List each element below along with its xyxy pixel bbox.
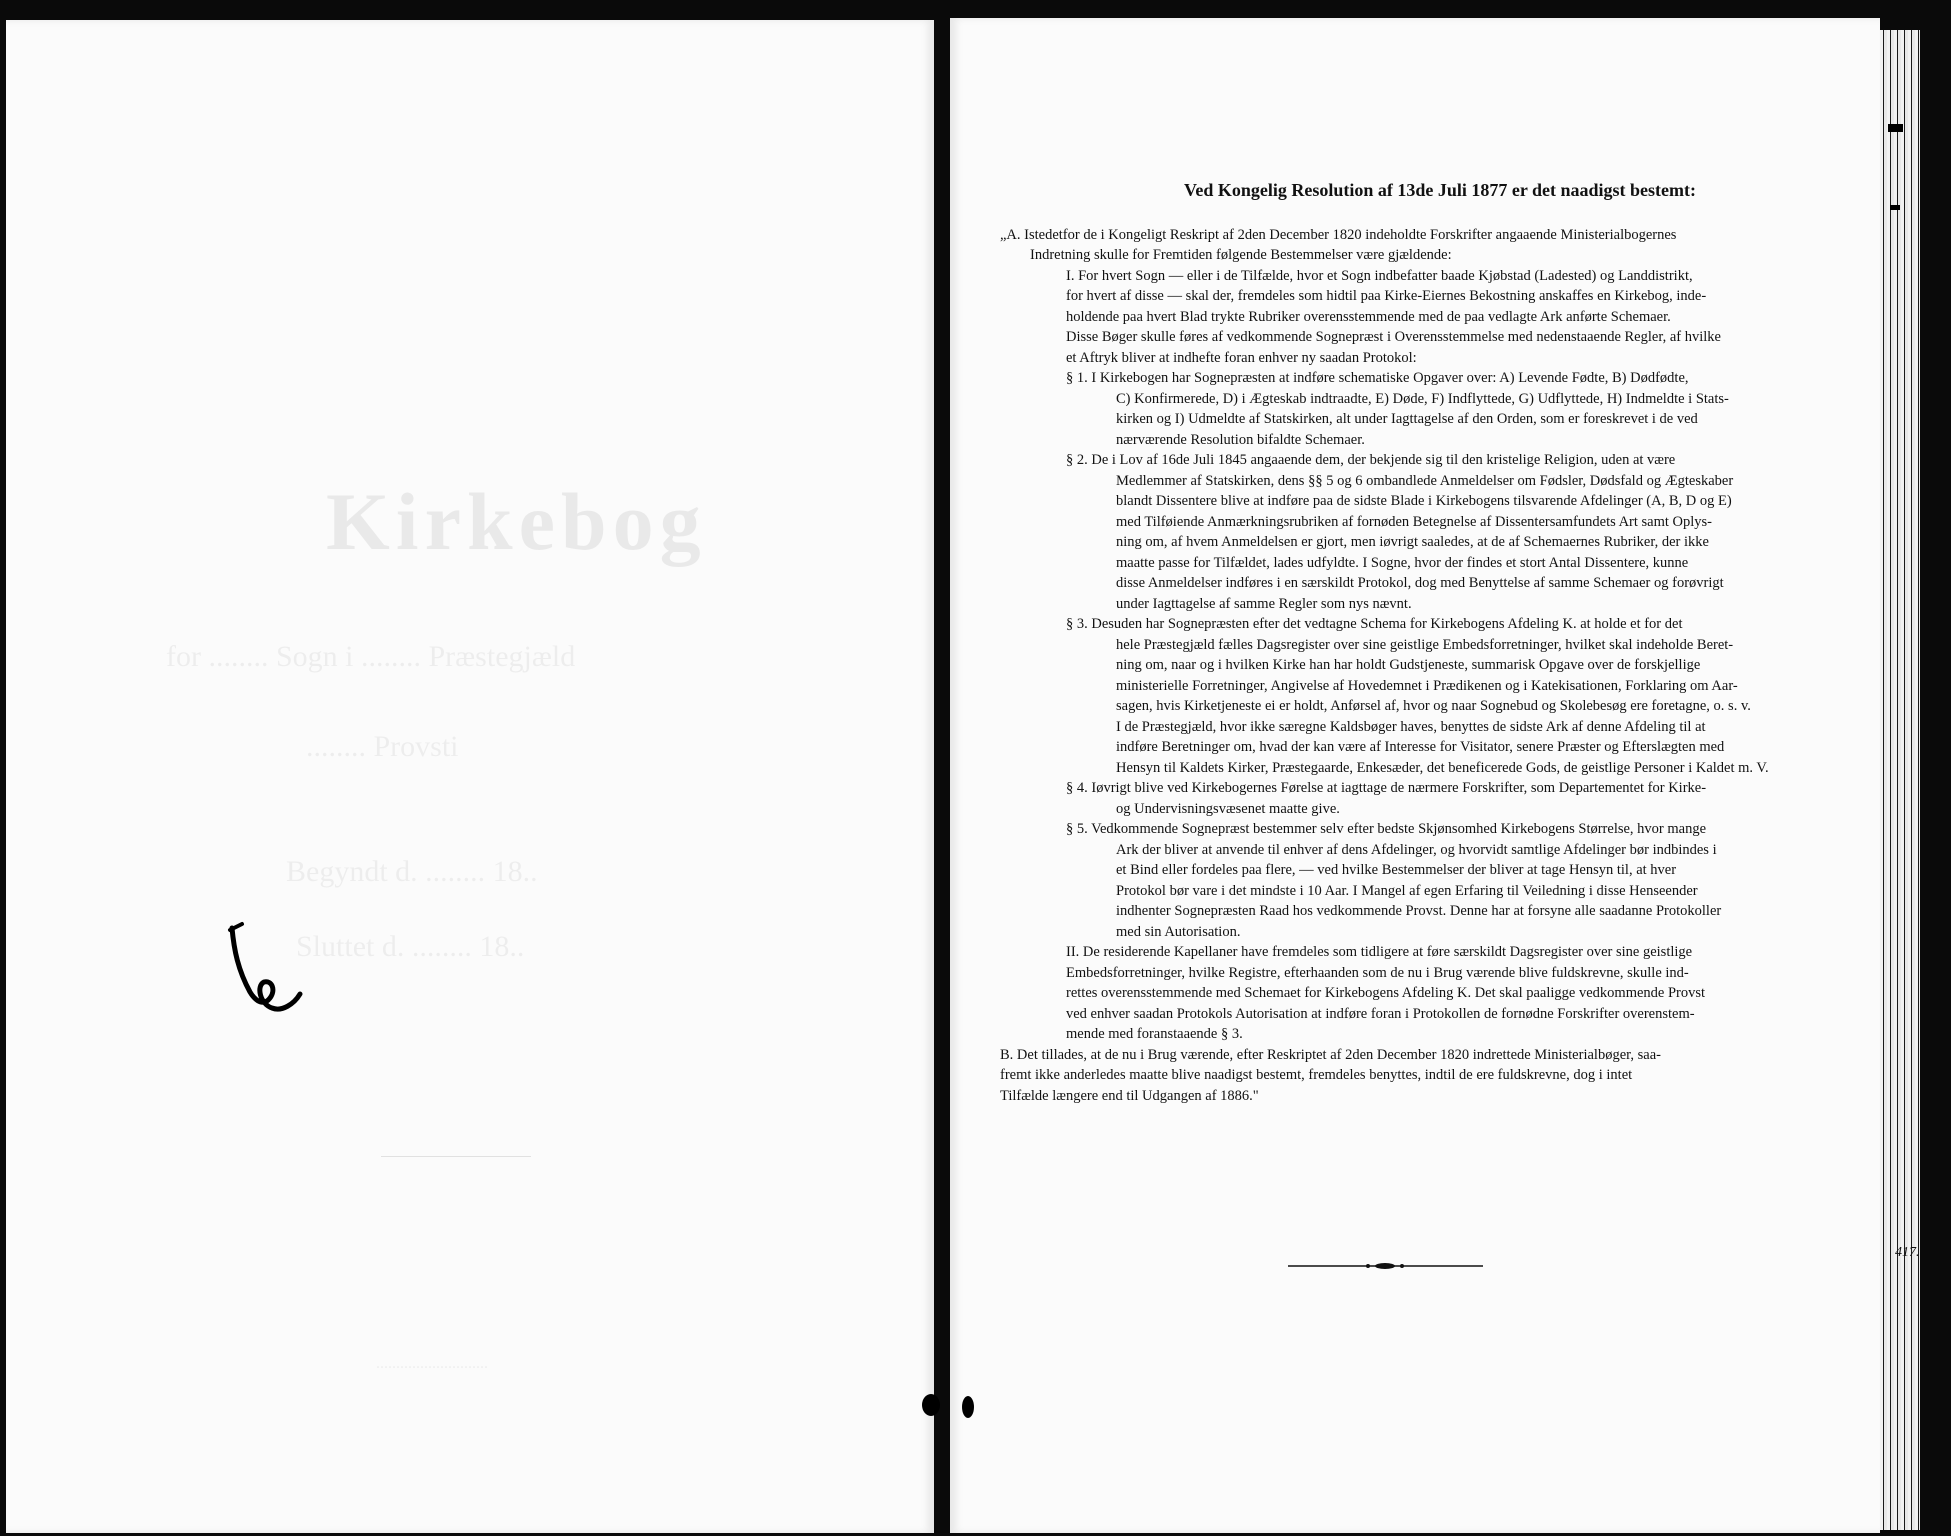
document-line: B. Det tillades, at de nu i Brug værende, efter Reskriptet af 2den December 1820 indrettede Ministerialbøger, saa- bbox=[1000, 1046, 1661, 1063]
document-line: § 4. Iøvrigt blive ved Kirkebogernes Førelse at iagttage de nærmere Forskrifter, som Departementet for Kirke- bbox=[1066, 780, 1707, 796]
document-line: § 1. I Kirkebogen har Sognepræsten at indføre schematiske Opgaver over: A) Levende Fødte, B) Dødfødte, bbox=[1066, 370, 1689, 386]
page-edge-mark bbox=[1890, 205, 1900, 210]
end-ornament bbox=[1288, 1262, 1483, 1270]
document-line: Tilfælde længere end til Udgangen af 1886." bbox=[1000, 1087, 1259, 1104]
document-body bbox=[1000, 180, 1880, 1106]
document-lines bbox=[1000, 225, 1880, 1107]
bleed-through-line: Sluttet d. ........ 18.. bbox=[296, 930, 525, 963]
bleed-through-line: for ........ Sogn i ........ Præstegjæld bbox=[166, 640, 576, 673]
document-line: ministerielle Forretninger, Angivelse af Hovedemnet i Prædikenen og i Katekisationen, Forklaring om Aar- bbox=[1116, 677, 1738, 694]
document-line: Ark der bliver at anvende til enhver af dens Afdelinger, og hvorvidt samtlige Afdelinger bør indbindes i bbox=[1116, 841, 1717, 858]
document-line: Medlemmer af Statskirken, dens §§ 5 og 6 ombandlede Anmeldelser om Fødsler, Dødsfald og Ægteskaber bbox=[1116, 472, 1734, 489]
document-line: Disse Bøger skulle føres af vedkommende Sognepræst i Overensstemmelse med nedenstaaende Regler, af hvilke bbox=[1066, 329, 1721, 345]
document-line: holdende paa hvert Blad trykte Rubriker overensstemmende med de paa vedlagte Ark anførte Schemaer. bbox=[1066, 308, 1671, 325]
document-line: under Iagttagelse af samme Regler som nys nævnt. bbox=[1116, 595, 1412, 612]
document-line: rettes overensstemmende med Schemaet for Kirkebogens Afdeling K. Det skal paaligge vedkommende Provst bbox=[1066, 985, 1706, 1001]
margin-note: 417. bbox=[1895, 1245, 1920, 1260]
document-line: § 5. Vedkommende Sognepræst bestemmer selv efter bedste Skjønsomhed Kirkebogens Størrelse, hvor mange bbox=[1066, 821, 1707, 837]
bleed-through-line: ........ Provsti bbox=[306, 730, 459, 763]
document-line: disse Anmeldelser indføres i en særskildt Protokol, dog med Benyttelse af samme Schemaer og forøvrigt bbox=[1116, 575, 1724, 591]
page-edges bbox=[1880, 30, 1920, 1530]
handwritten-mark bbox=[220, 920, 310, 1020]
binding-hole bbox=[962, 1396, 974, 1418]
document-line: II. De residerende Kapellaner have fremdeles som tidligere at føre særskildt Dagsregister over sine geistlige bbox=[1066, 944, 1693, 960]
bleed-through-title: Kirkebog bbox=[326, 476, 707, 567]
document-line: og Undervisningsvæsenet maatte give. bbox=[1116, 800, 1340, 817]
document-title: Ved Kongelig Resolution af 13de Juli 1877 er det naadigst bestemt: bbox=[1183, 180, 1696, 200]
document-line: Embedsforretninger, hvilke Registre, efterhaanden som de nu i Brug værende blive fuldskrevne, skulle ind- bbox=[1066, 964, 1689, 981]
document-line: et Bind eller fordeles paa flere, — ved hvilke Bestemmelser der bliver at tage Hensyn til, at hver bbox=[1116, 862, 1677, 878]
page-edge-mark bbox=[1888, 124, 1903, 132]
document-line: ning om, naar og i hvilken Kirke han har holdt Gudstjeneste, summarisk Opgave over de forskjellige bbox=[1116, 657, 1701, 673]
document-line: I de Præstegjæld, hvor ikke særegne Kaldsbøger haves, benyttes de sidste Ark af denne Afdeling til at bbox=[1116, 718, 1706, 735]
document-line: nærværende Resolution bifaldte Schemaer. bbox=[1116, 431, 1365, 448]
document-line: indhenter Sognepræsten Raad hos vedkommende Provst. Denne har at forsyne alle saadanne Protokoller bbox=[1116, 903, 1722, 919]
document-line: Indretning skulle for Fremtiden følgende Bestemmelser være gjældende: bbox=[1030, 247, 1452, 263]
binding-hole bbox=[922, 1394, 940, 1416]
bleed-through-footer: ............................ bbox=[376, 1355, 488, 1372]
document-line: kirken og I) Udmeldte af Statskirken, alt under Iagttagelse af den Orden, som er foreskrevet i de ved bbox=[1116, 411, 1698, 427]
document-line: C) Konfirmerede, D) i Ægteskab indtraadte, E) Døde, F) Indflyttede, G) Udflyttede, H) Indmeldte i Stats- bbox=[1116, 390, 1729, 407]
document-line: § 3. Desuden har Sognepræsten efter det vedtagne Schema for Kirkebogens Afdeling K. at holde et for det bbox=[1066, 616, 1683, 632]
document-line: indføre Beretninger om, hvad der kan være af Interesse for Visitator, senere Præster og Efterslægten med bbox=[1116, 739, 1725, 755]
left-page bbox=[6, 20, 934, 1533]
document-line: maatte passe for Tilfældet, lades udfyldte. I Sogne, hvor der findes et stort Antal Dissentere, kunne bbox=[1116, 554, 1689, 571]
bleed-through-rule bbox=[381, 1156, 531, 1157]
document-line: „A. Istedetfor de i Kongeligt Reskript af 2den December 1820 indeholdte Forskrifter angaaende Ministerialbogernes bbox=[1000, 226, 1677, 243]
document-line: I. For hvert Sogn — eller i de Tilfælde, hvor et Sogn indbefatter baade Kjøbstad (Ladested) og Landdistrikt, bbox=[1066, 267, 1693, 284]
document-line: Hensyn til Kaldets Kirker, Præstegaarde, Enkesæder, det beneficerede Gods, de geistlige Personer i Kaldet m. V. bbox=[1116, 759, 1769, 776]
document-line: fremt ikke anderledes maatte blive naadigst bestemt, fremdeles benyttes, indtil de ere fuldskrevne, dog i intet bbox=[1000, 1067, 1633, 1083]
bleed-through-line: Begyndt d. ........ 18.. bbox=[286, 855, 538, 888]
document-line: med Tilføiende Anmærkningsrubriken af fornøden Betegnelse af Dissentersamfundets Art samt Oplys- bbox=[1116, 513, 1713, 530]
document-line: blandt Dissentere blive at indføre paa de sidste Blade i Kirkebogens tilsvarende Afdelinger (A, B, D og E) bbox=[1116, 493, 1732, 509]
document-line: § 2. De i Lov af 16de Juli 1845 angaaende dem, der bekjende sig til den kristelige Religion, uden at være bbox=[1066, 452, 1676, 468]
document-line: ning om, af hvem Anmeldelsen er gjort, men iøvrigt saaledes, at de af Schemaernes Rubriker, der ikke bbox=[1116, 534, 1709, 550]
document-line: hele Præstegjæld fælles Dagsregister over sine geistlige Embedsforretninger, hvilket skal indeholde Beret- bbox=[1116, 636, 1734, 653]
document-line: for hvert af disse — skal der, fremdeles som hidtil paa Kirke-Eiernes Bekostning anskaffes en Kirkebog, inde- bbox=[1066, 288, 1707, 304]
document-line: et Aftryk bliver at indhefte foran enhver ny saadan Protokol: bbox=[1066, 349, 1417, 366]
document-line: Protokol bør vare i det mindste i 10 Aar. I Mangel af egen Erfaring til Veiledning i disse Henseender bbox=[1116, 882, 1698, 899]
document-line: sagen, hvis Kirketjeneste ei er holdt, Anførsel af, hvor og naar Sognebud og Skolebesøg ere foretagne, o. s. v. bbox=[1116, 698, 1751, 714]
document-line: med sin Autorisation. bbox=[1116, 923, 1241, 940]
document-line: ved enhver saadan Protokols Autorisation at indføre foran i Protokollen de fornødne Forskrifter overenstem- bbox=[1066, 1005, 1695, 1022]
document-line: mende med foranstaaende § 3. bbox=[1066, 1026, 1243, 1042]
